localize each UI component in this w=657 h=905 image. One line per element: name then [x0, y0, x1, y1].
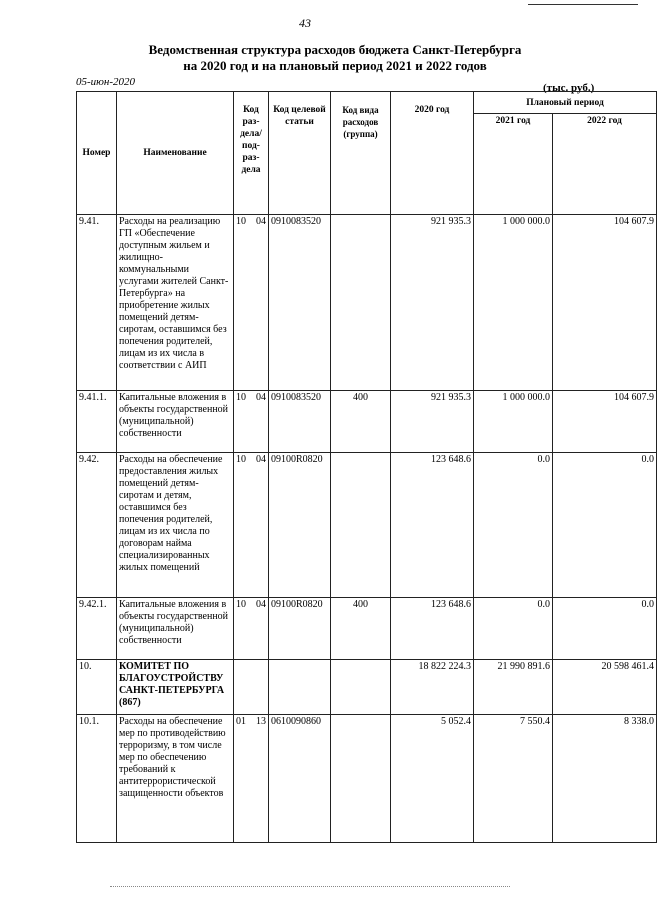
header-number: Номер	[77, 92, 117, 215]
table-row	[77, 715, 657, 843]
row-value-2021: 0.0	[474, 453, 553, 598]
header-2021: 2021 год	[474, 114, 553, 215]
row-value-2022: 8 338.0	[553, 715, 657, 843]
header-expense-type: Код вида расходов (группа)	[331, 92, 391, 215]
document-title	[120, 42, 550, 74]
row-section: 01	[236, 716, 246, 727]
row-number: 9.41.1.	[77, 391, 117, 453]
row-section-code	[234, 391, 269, 453]
row-value-2021: 0.0	[474, 598, 553, 660]
row-section-code	[234, 715, 269, 843]
row-value-2021: 1 000 000.0	[474, 215, 553, 391]
expenses-table	[76, 91, 657, 843]
row-value-2020: 5 052.4	[391, 715, 474, 843]
footer-scan-marks	[110, 886, 510, 891]
header-target-code: Код целевой статьи	[269, 92, 331, 215]
row-value-2020: 123 648.6	[391, 598, 474, 660]
header-name: Наименование	[117, 92, 234, 215]
header-section-code: Код раз-дела/ под-раз-дела	[234, 92, 269, 215]
row-name: Капитальные вложения в объекты государственной (муниципальной) собственности	[117, 598, 234, 660]
table-row	[77, 391, 657, 453]
page-number: 43	[299, 16, 311, 30]
table-row	[77, 215, 657, 391]
row-subsection: 13	[256, 716, 266, 727]
row-value-2021: 7 550.4	[474, 715, 553, 843]
header-2020: 2020 год	[391, 92, 474, 215]
row-target-code: 0910083520	[269, 391, 331, 453]
row-name: Расходы на реализацию ГП «Обеспечение доступным жильем и жилищно-коммунальными услугами жителей Санкт-Петербурга» на приобретение жилых помещений детям-сиротам, оставшимся без попечения родителей, лицам из их числа в соответствии с АИП	[117, 215, 234, 391]
row-number: 9.41.	[77, 215, 117, 391]
header-plan-period: Плановый период	[474, 92, 657, 114]
row-subsection: 04	[256, 392, 266, 403]
row-number: 10.	[77, 660, 117, 715]
table-row	[77, 660, 657, 715]
row-section-code	[234, 453, 269, 598]
row-name: КОМИТЕТ ПО БЛАГОУСТРОЙСТВУ САНКТ-ПЕТЕРБУРГА (867)	[117, 660, 234, 715]
top-edge-line	[528, 4, 638, 5]
row-value-2020: 921 935.3	[391, 391, 474, 453]
row-value-2020: 921 935.3	[391, 215, 474, 391]
row-subsection: 04	[256, 454, 266, 465]
table-row	[77, 598, 657, 660]
row-section: 10	[236, 216, 246, 227]
row-target-code: 0610090860	[269, 715, 331, 843]
row-value-2022: 104 607.9	[553, 215, 657, 391]
row-expense-type	[331, 660, 391, 715]
row-name: Расходы на обеспечение мер по противодействию терроризму, в том числе мер по обеспечению требований к антитеррористической защищенности объектов	[117, 715, 234, 843]
units-label: (тыс. руб.)	[543, 82, 595, 94]
row-value-2022: 0.0	[553, 453, 657, 598]
row-section: 10	[236, 599, 246, 610]
row-value-2021: 21 990 891.6	[474, 660, 553, 715]
row-expense-type: 400	[331, 598, 391, 660]
row-expense-type	[331, 715, 391, 843]
row-expense-type	[331, 453, 391, 598]
expenses-table-wrapper	[76, 91, 654, 845]
row-target-code: 09100R0820	[269, 598, 331, 660]
row-target-code: 0910083520	[269, 215, 331, 391]
row-number: 9.42.1.	[77, 598, 117, 660]
row-expense-type	[331, 215, 391, 391]
row-expense-type: 400	[331, 391, 391, 453]
row-section: 10	[236, 454, 246, 465]
row-value-2022: 20 598 461.4	[553, 660, 657, 715]
row-name: Расходы на обеспечение предоставления жилых помещений детям-сиротам и детям, оставшимся без попечения родителей, лицам из их числа по договорам найма специализированных жилых помещений	[117, 453, 234, 598]
row-target-code	[269, 660, 331, 715]
row-value-2022: 0.0	[553, 598, 657, 660]
row-name: Капитальные вложения в объекты государственной (муниципальной) собственности	[117, 391, 234, 453]
row-section-code	[234, 598, 269, 660]
header-2022: 2022 год	[553, 114, 657, 215]
row-value-2022: 104 607.9	[553, 391, 657, 453]
row-number: 9.42.	[77, 453, 117, 598]
table-row	[77, 453, 657, 598]
row-section-code	[234, 660, 269, 715]
row-section-code	[234, 215, 269, 391]
document-date: 05-июн-2020	[76, 76, 136, 88]
row-section: 10	[236, 392, 246, 403]
row-value-2020: 123 648.6	[391, 453, 474, 598]
row-value-2020: 18 822 224.3	[391, 660, 474, 715]
row-subsection: 04	[256, 599, 266, 610]
row-value-2021: 1 000 000.0	[474, 391, 553, 453]
title-line-1: Ведомственная структура расходов бюджета Санкт-Петербурга	[148, 42, 522, 57]
title-line-2: на 2020 год и на плановый период 2021 и 2022 годов	[183, 58, 487, 73]
row-subsection: 04	[256, 216, 266, 227]
row-target-code: 09100R0820	[269, 453, 331, 598]
row-number: 10.1.	[77, 715, 117, 843]
